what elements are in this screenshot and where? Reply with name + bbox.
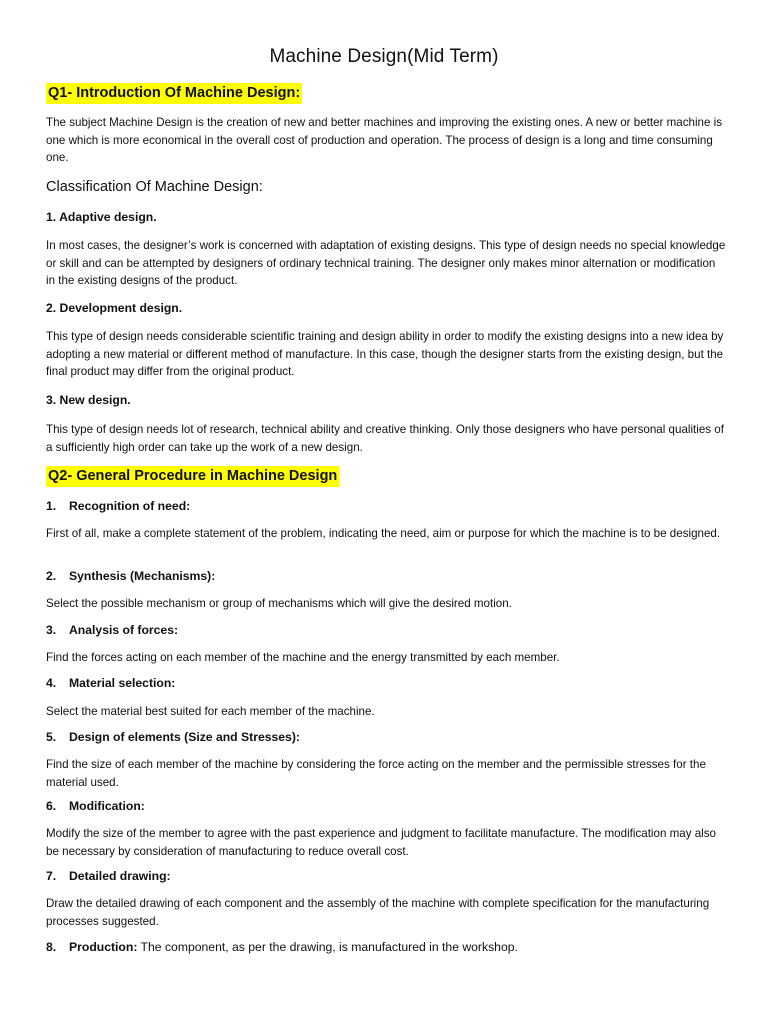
step-7-title: Detailed drawing: — [69, 869, 171, 883]
adaptive-design-paragraph: In most cases, the designer’s work is concerned with adaptation of existing designs. This type of design needs no special knowledge or skill and can be attempted by designers of ordinary technical training. The designer only makes minor alternation or modification in the existing designs of the product. — [46, 239, 726, 287]
step-6-heading — [46, 799, 145, 813]
new-design-heading: 3. New design. — [46, 393, 131, 407]
q2-heading-text: Q2- General Procedure in Machine Design — [46, 466, 339, 487]
step-5-title: Design of elements (Size and Stresses): — [69, 730, 300, 744]
new-design-paragraph: This type of design needs lot of research, technical ability and creative thinking. Only those designers who have personal qualities of a sufficiently high order can take up the work of a new design. — [46, 423, 724, 454]
q1-heading-text: Q1- Introduction Of Machine Design: — [46, 83, 302, 104]
step-3-title: Analysis of forces: — [69, 623, 179, 637]
step-3-number: 3. — [46, 623, 57, 637]
step-5-heading — [46, 730, 300, 744]
page-title: Machine Design(Mid Term) — [269, 46, 499, 67]
step-7-paragraph: Draw the detailed drawing of each component and the assembly of the machine with complete specification for the manufacturing processes suggested. — [46, 897, 710, 928]
step-6-paragraph: Modify the size of the member to agree with the past experience and judgment to facilitate manufacture. The modification may also be necessary by consideration of manufacturing to reduce overall cost. — [46, 827, 717, 858]
step-2-number: 2. — [46, 569, 57, 583]
q2-heading — [46, 466, 339, 487]
step-1-number: 1. — [46, 499, 57, 513]
step-6-title: Modification: — [69, 799, 145, 813]
step-1-paragraph: First of all, make a complete statement of the problem, indicating the need, aim or purpose for which the machine is to be designed. — [46, 527, 721, 540]
step-7-heading — [46, 869, 171, 883]
step-8-heading — [46, 940, 518, 954]
step-4-paragraph: Select the material best suited for each member of the machine. — [46, 705, 375, 718]
step-8-number: 8. — [46, 940, 57, 954]
development-design-paragraph: This type of design needs considerable scientific training and design ability in order to modify the existing designs into a new idea by adopting a new material or different method of manufacture. In this case, though the designer starts from the existing design, but the final product may differ from the original product. — [46, 330, 724, 378]
step-7-number: 7. — [46, 869, 57, 883]
step-5-number: 5. — [46, 730, 57, 744]
step-8-title: Production: — [69, 940, 138, 954]
step-6-number: 6. — [46, 799, 57, 813]
step-8-text: The component, as per the drawing, is manufactured in the workshop. — [137, 940, 518, 954]
q1-heading — [46, 83, 302, 104]
step-2-paragraph: Select the possible mechanism or group of mechanisms which will give the desired motion. — [46, 597, 512, 610]
step-4-number: 4. — [46, 676, 57, 690]
step-2-heading — [46, 569, 215, 583]
step-1-title: Recognition of need: — [69, 499, 191, 513]
q1-intro-paragraph: The subject Machine Design is the creation of new and better machines and improving the existing ones. A new or better machine is one which is more economical in the overall cost of production and operation. The process of design is a long and time consuming one. — [46, 116, 723, 164]
step-3-paragraph: Find the forces acting on each member of the machine and the energy transmitted by each member. — [46, 651, 560, 664]
adaptive-design-heading: 1. Adaptive design. — [46, 210, 157, 224]
step-4-title: Material selection: — [69, 676, 176, 690]
step-4-heading — [46, 676, 175, 690]
development-design-heading: 2. Development design. — [46, 301, 183, 315]
classification-heading: Classification Of Machine Design: — [46, 179, 263, 195]
step-2-title: Synthesis (Mechanisms): — [69, 569, 216, 583]
step-1-heading — [46, 499, 190, 513]
step-5-paragraph: Find the size of each member of the machine by considering the force acting on the member and the permissible stresses for the material used. — [46, 758, 706, 789]
step-3-heading — [46, 623, 178, 637]
